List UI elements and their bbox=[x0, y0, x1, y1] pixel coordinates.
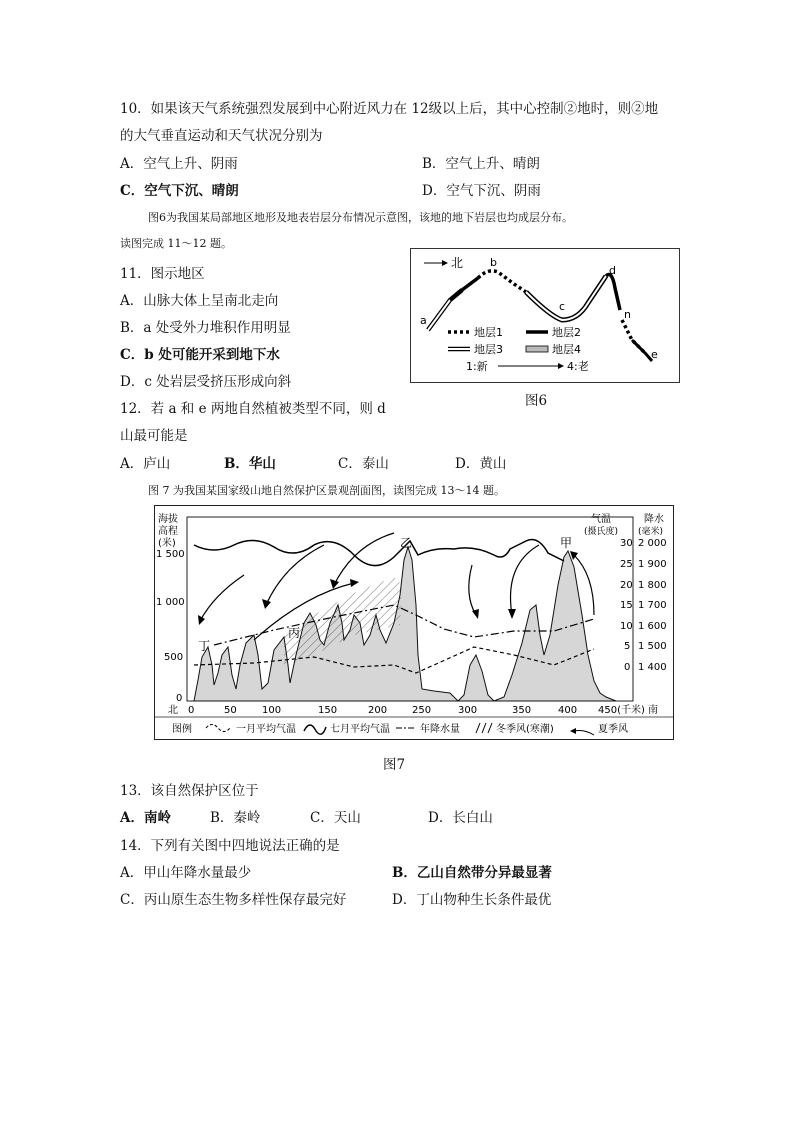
y-mid-title-2: (摄氏度) bbox=[584, 527, 619, 537]
y-right-tick: 1 900 bbox=[638, 559, 667, 570]
q10-stem-line1: 10．如果该天气系统强烈发展到中心附近风力在 12级以上后，其中心控制②地时，则②地 bbox=[120, 101, 659, 117]
fig7-caption: 图7 bbox=[383, 757, 406, 773]
legend-precip: 年降水量 bbox=[420, 724, 460, 735]
x-tick: 0 bbox=[188, 705, 195, 716]
q14-stem: 14．下列有关图中四地说法正确的是 bbox=[120, 838, 340, 854]
y-mid-tick: 30 bbox=[620, 538, 633, 549]
peak-ding-label: 丁 bbox=[198, 639, 211, 653]
q12-option-d: D．黄山 bbox=[455, 456, 507, 472]
figure-6 bbox=[410, 248, 680, 383]
y-left-tick: 0 bbox=[176, 693, 183, 704]
y-left-tick: 1 500 bbox=[156, 549, 185, 560]
y-right-title-2: (毫米) bbox=[638, 527, 664, 537]
legend-jul-temp: 七月平均气温 bbox=[330, 724, 390, 735]
fig6-intro-line1: 图6为我国某局部地区地形及地表岩层分布情况示意图，该地的地下岩层也均成层分布。 bbox=[148, 211, 573, 224]
x-south-label: 南 bbox=[648, 705, 658, 716]
fig6-age-new: 1:新 bbox=[466, 360, 488, 373]
y-mid-tick: 25 bbox=[620, 559, 633, 570]
fig6-label-n: n bbox=[624, 308, 631, 321]
fig6-label-c: c bbox=[559, 300, 566, 313]
fig6-intro-line2: 读图完成 11～12 题。 bbox=[120, 237, 232, 250]
legend-summer-monsoon: 夏季风 bbox=[598, 724, 628, 735]
q11-option-c: C．b 处可能开采到地下水 bbox=[120, 347, 280, 363]
q14-option-b: B．乙山自然带分异最显著 bbox=[392, 865, 552, 881]
fig6-legend-layer2: 地层2 bbox=[552, 326, 581, 339]
x-tick: 250 bbox=[412, 705, 432, 716]
q14-option-a: A．甲山年降水量最少 bbox=[120, 865, 252, 881]
q13-option-d: D．长白山 bbox=[428, 810, 493, 826]
fig6-north-label: 北 bbox=[451, 256, 464, 270]
fig6-label-a: a bbox=[420, 314, 427, 327]
y-mid-tick: 10 bbox=[620, 621, 633, 632]
q11-option-b: B．a 处受外力堆积作用明显 bbox=[120, 320, 291, 336]
y-mid-tick: 0 bbox=[624, 662, 631, 673]
fig6-label-d: d bbox=[609, 264, 616, 277]
y-right-tick: 2 000 bbox=[638, 538, 667, 549]
x-tick: 200 bbox=[368, 705, 388, 716]
fig6-legend-layer1: 地层1 bbox=[474, 326, 503, 339]
y-right-tick: 1 600 bbox=[638, 621, 667, 632]
q10-option-a: A．空气上升、阴雨 bbox=[120, 156, 238, 172]
peak-bing-label: 丙 bbox=[288, 626, 301, 640]
y-mid-title-1: 气温 bbox=[591, 514, 611, 525]
y-right-tick: 1 800 bbox=[638, 580, 667, 591]
fig6-age-old: 4:老 bbox=[567, 360, 589, 373]
q14-option-c: C．丙山原生态生物多样性保存最完好 bbox=[120, 892, 347, 908]
fig6-label-e: e bbox=[651, 348, 658, 361]
y-left-title-2: 高程 bbox=[158, 526, 178, 537]
legend-winter-monsoon: 冬季风(寒潮) bbox=[496, 724, 554, 735]
fig6-legend-layer4: 地层4 bbox=[552, 343, 581, 356]
q12-option-c: C．泰山 bbox=[338, 456, 389, 472]
q10-option-c: C．空气下沉、晴朗 bbox=[120, 183, 239, 199]
x-tick: 450(千米) bbox=[598, 705, 645, 716]
fig6-legend-layer3: 地层3 bbox=[474, 343, 503, 356]
x-tick: 150 bbox=[318, 705, 338, 716]
q10-option-b: B．空气上升、晴朗 bbox=[422, 156, 540, 172]
q12-stem-line2: 山最可能是 bbox=[120, 428, 188, 444]
x-north-label: 北 bbox=[168, 705, 178, 716]
q12-option-a: A．庐山 bbox=[120, 456, 171, 472]
q13-option-a: A．南岭 bbox=[120, 810, 171, 826]
fig6-caption: 图6 bbox=[525, 393, 548, 409]
y-left-tick: 1 000 bbox=[156, 597, 185, 608]
y-mid-tick: 15 bbox=[620, 600, 633, 611]
q11-option-d: D．c 处岩层受挤压形成向斜 bbox=[120, 374, 292, 390]
q11-option-a: A．山脉大体上呈南北走向 bbox=[120, 293, 279, 309]
legend-title: 图例 bbox=[172, 724, 192, 735]
y-left-tick: 500 bbox=[164, 652, 184, 663]
fig7-intro: 图 7 为我国某国家级山地自然保护区景观剖面图，读图完成 13～14 题。 bbox=[148, 484, 505, 497]
q13-option-c: C．天山 bbox=[310, 810, 361, 826]
q11-stem: 11．图示地区 bbox=[120, 266, 205, 282]
fig6-label-b: b bbox=[490, 256, 497, 269]
x-tick: 50 bbox=[224, 705, 237, 716]
q13-stem: 13．该自然保护区位于 bbox=[120, 783, 259, 799]
q12-stem-line1: 12．若 a 和 e 两地自然植被类型不同，则 d bbox=[120, 401, 386, 417]
x-tick: 300 bbox=[458, 705, 478, 716]
x-tick: 400 bbox=[558, 705, 578, 716]
figure-7 bbox=[154, 505, 674, 740]
q10-stem-line2: 的大气垂直运动和天气状况分别为 bbox=[120, 128, 323, 144]
legend-jan-temp: 一月平均气温 bbox=[236, 724, 296, 735]
y-mid-tick: 5 bbox=[624, 641, 631, 652]
q13-option-b: B．秦岭 bbox=[210, 810, 261, 826]
y-right-tick: 1 700 bbox=[638, 600, 667, 611]
y-mid-tick: 20 bbox=[620, 580, 633, 591]
peak-jia-label: 甲 bbox=[560, 536, 573, 550]
peak-yi-label: 乙 bbox=[400, 536, 413, 550]
x-tick: 350 bbox=[512, 705, 532, 716]
y-left-title-3: (米) bbox=[158, 538, 176, 549]
y-left-title-1: 海拔 bbox=[158, 514, 178, 525]
y-right-tick: 1 400 bbox=[638, 662, 667, 673]
y-right-title-1: 降水 bbox=[644, 514, 664, 525]
x-tick: 100 bbox=[262, 705, 282, 716]
q14-option-d: D．丁山物种生长条件最优 bbox=[392, 892, 552, 908]
q10-option-d: D．空气下沉、阴雨 bbox=[422, 183, 541, 199]
y-right-tick: 1 500 bbox=[638, 641, 667, 652]
q12-option-b: B．华山 bbox=[224, 456, 276, 472]
